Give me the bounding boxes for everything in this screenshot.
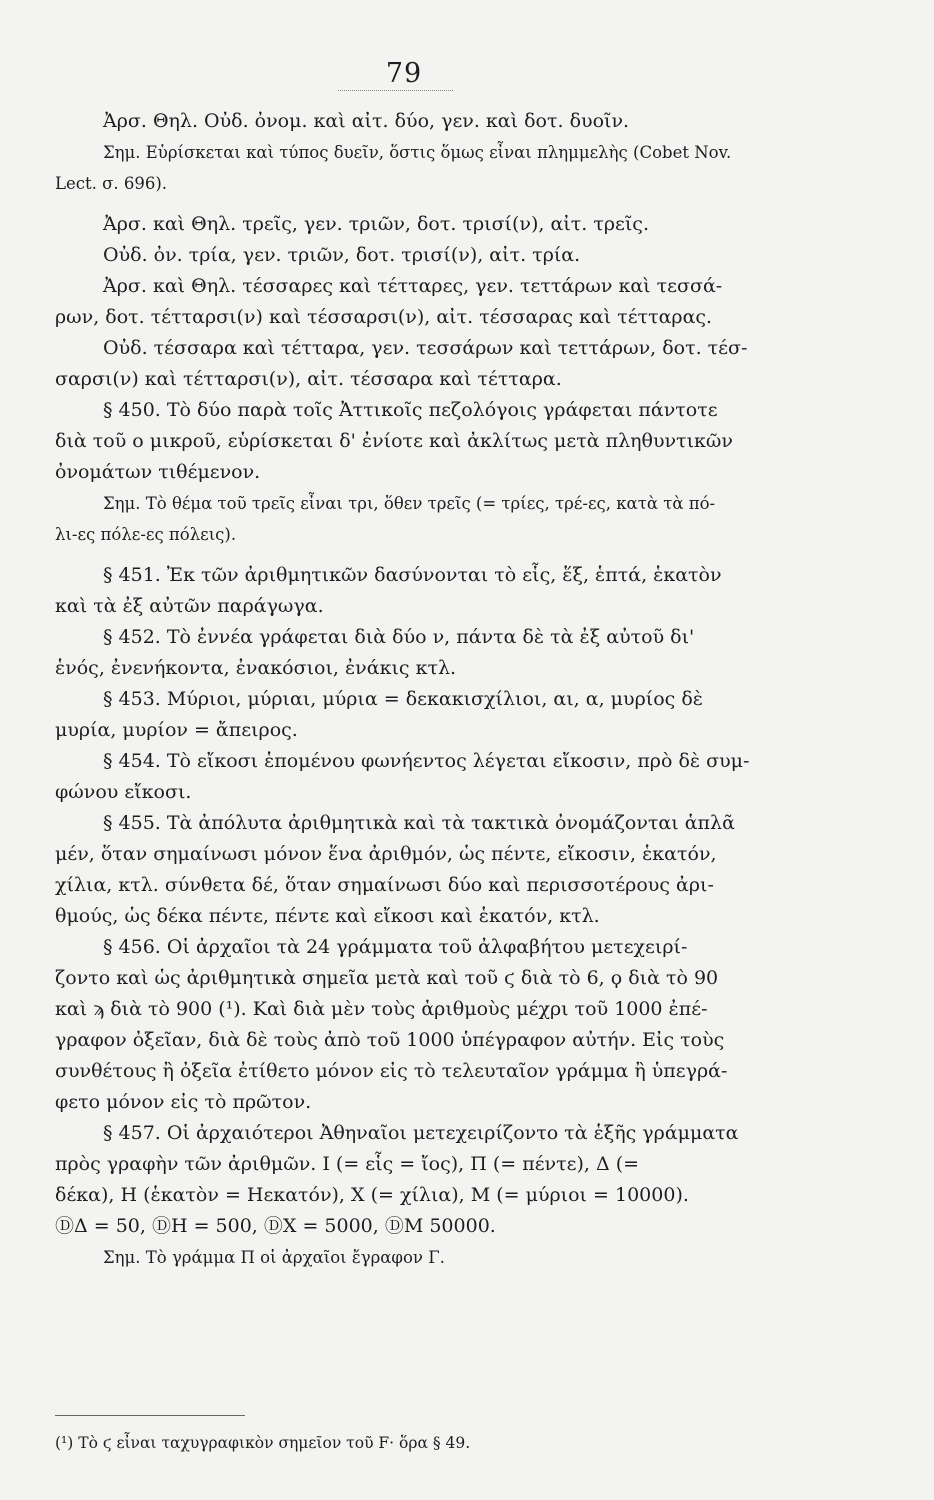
body-text — [55, 106, 795, 1273]
text-line: ρων, δοτ. τέτταρσι(ν) καὶ τέσσαρσι(ν), αἰτ. τέσσαρας καὶ τέτταρας. — [55, 306, 713, 328]
text-line: ⒹΔ = 50, ⒹΗ = 500, ⒹΧ = 5000, ⒹΜ 50000. — [55, 1215, 496, 1237]
footnote-rule — [55, 1415, 245, 1416]
text-line: § 452. Τὸ ἐννέα γράφεται διὰ δύο ν, πάντα δὲ τὰ ἐξ αὐτοῦ δι' — [103, 626, 695, 648]
text-line: Ἀρσ. Θηλ. Οὐδ. ὀνομ. καὶ αἰτ. δύο, γεν. καὶ δοτ. δυοῖν. — [103, 110, 630, 132]
text-line: συνθέτους ἢ ὀξεῖα ἐτίθετο μόνον εἰς τὸ τελευταῖον γράμμα ἢ ὑπεγρά- — [55, 1060, 728, 1082]
text-line: § 456. Οἱ ἀρχαῖοι τὰ 24 γράμματα τοῦ ἀλφαβήτου μετεχειρί- — [103, 936, 688, 958]
text-line: § 450. Τὸ δύο παρὰ τοῖς Ἀττικοῖς πεζολόγοις γράφεται πάντοτε — [103, 399, 718, 421]
text-line: Οὐδ. ὀν. τρία, γεν. τριῶν, δοτ. τρισί(ν), αἰτ. τρία. — [103, 244, 581, 266]
text-line: σαρσι(ν) καὶ τέτταρσι(ν), αἰτ. τέσσαρα καὶ τέτταρα. — [55, 368, 562, 390]
text-line: Οὐδ. τέσσαρα καὶ τέτταρα, γεν. τεσσάρων καὶ τεττάρων, δοτ. τέσ- — [103, 337, 748, 359]
text-line: Ἀρσ. καὶ Θηλ. τέσσαρες καὶ τέτταρες, γεν. τεττάρων καὶ τεσσά- — [103, 275, 723, 297]
text-line: Σημ. Εὑρίσκεται καὶ τύπος δυεῖν, ὅστις ὅμως εἶναι πλημμελὴς (Cobet Nov. — [103, 143, 732, 162]
text-line: φετο μόνον εἰς τὸ πρῶτον. — [55, 1091, 312, 1113]
text-line: Lect. σ. 696). — [55, 174, 168, 193]
text-line: πρὸς γραφὴν τῶν ἀριθμῶν. Ι (= εἷς = ἴος), Π (= πέντε), Δ (= — [55, 1153, 640, 1175]
text-line: § 457. Οἱ ἀρχαιότεροι Ἀθηναῖοι μετεχειρίζοντο τὰ ἑξῆς γράμματα — [103, 1122, 739, 1144]
text-line: Σημ. Τὸ γράμμα Π οἱ ἀρχαῖοι ἔγραφον Γ. — [103, 1248, 445, 1267]
text-line: Ἀρσ. καὶ Θηλ. τρεῖς, γεν. τριῶν, δοτ. τρισί(ν), αἰτ. τρεῖς. — [103, 213, 649, 235]
text-line: θμούς, ὡς δέκα πέντε, πέντε καὶ εἴκοσι καὶ ἑκατόν, κτλ. — [55, 905, 600, 927]
page-number: 79 — [385, 58, 423, 89]
text-line: § 451. Ἐκ τῶν ἀριθμητικῶν δασύνονται τὸ εἷς, ἕξ, ἑπτά, ἑκατὸν — [103, 564, 722, 586]
text-line: § 454. Τὸ εἴκοσι ἑπομένου φωνήεντος λέγεται εἴκοσιν, πρὸ δὲ συμ- — [103, 750, 750, 772]
text-line: φώνου εἴκοσι. — [55, 781, 192, 803]
text-line: δέκα), Η (ἑκατὸν = Ηεκατόν), Χ (= χίλια), Μ (= μύριοι = 10000). — [55, 1184, 689, 1206]
text-line: χίλια, κτλ. σύνθετα δέ, ὅταν σημαίνωσι δύο καὶ περισσοτέρους ἀρι- — [55, 874, 714, 896]
text-line: καὶ ϡ διὰ τὸ 900 (¹). Καὶ διὰ μὲν τοὺς ἀριθμοὺς μέχρι τοῦ 1000 ἐπέ- — [55, 998, 708, 1020]
page-number-rule — [338, 90, 453, 91]
text-line: ζοντο καὶ ὡς ἀριθμητικὰ σημεῖα μετὰ καὶ τοῦ ϛ διὰ τὸ 6, ϙ διὰ τὸ 90 — [55, 967, 719, 989]
text-line: § 455. Τὰ ἀπόλυτα ἀριθμητικὰ καὶ τὰ τακτικὰ ὀνομάζονται ἁπλᾶ — [103, 812, 735, 834]
text-line: μέν, ὅταν σημαίνωσι μόνον ἕνα ἀριθμόν, ὡς πέντε, εἴκοσιν, ἑκατόν, — [55, 843, 717, 865]
text-line: λι-ες πόλε-ες πόλεις). — [55, 525, 237, 544]
text-line: ὀνομάτων τιθέμενον. — [55, 461, 261, 483]
text-line: § 453. Μύριοι, μύριαι, μύρια = δεκακισχίλιοι, αι, α, μυρίος δὲ — [103, 688, 703, 710]
text-line: μυρία, μυρίον = ἄπειρος. — [55, 719, 298, 741]
footnote: (¹) Τὸ ϛ εἶναι ταχυγραφικὸν σημεῖον τοῦ F· ὅρα § 49. — [55, 1434, 471, 1452]
text-line: καὶ τὰ ἐξ αὐτῶν παράγωγα. — [55, 595, 324, 617]
text-line: ἑνός, ἐνενήκοντα, ἐνακόσιοι, ἐνάκις κτλ. — [55, 657, 457, 679]
text-line: διὰ τοῦ ο μικροῦ, εὑρίσκεται δ' ἐνίοτε καὶ ἀκλίτως μετὰ πληθυντικῶν — [55, 430, 733, 452]
text-line: γραφον ὀξεῖαν, διὰ δὲ τοὺς ἀπὸ τοῦ 1000 ὑπέγραφον αὐτήν. Εἰς τοὺς — [55, 1029, 725, 1051]
text-line: Σημ. Τὸ θέμα τοῦ τρεῖς εἶναι τρι, ὅθεν τρεῖς (= τρίες, τρέ-ες, κατὰ τὰ πό- — [103, 494, 716, 513]
